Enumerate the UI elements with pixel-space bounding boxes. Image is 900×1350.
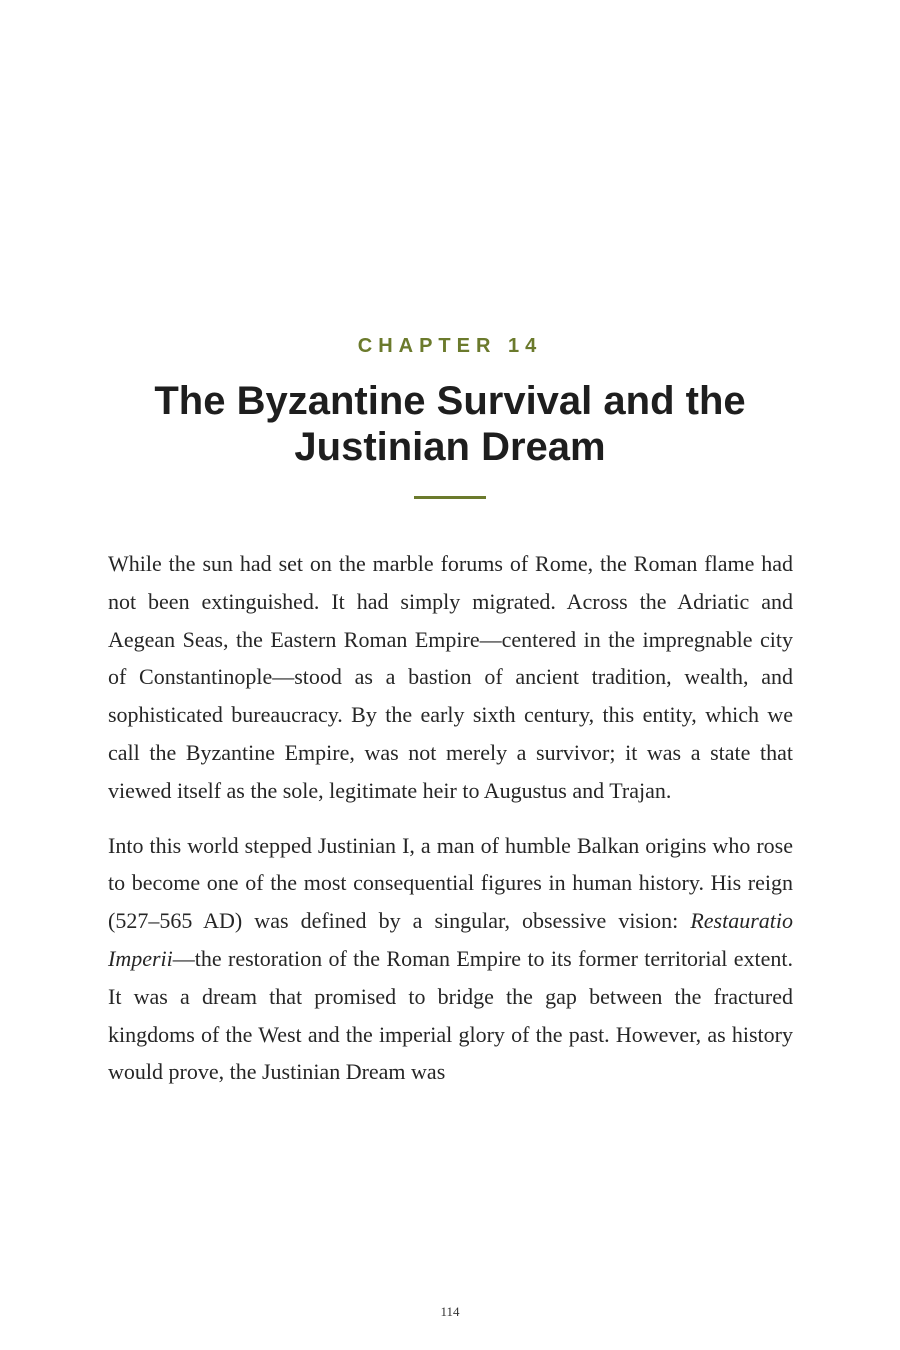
title-divider [414,496,486,499]
chapter-label: CHAPTER 14 [357,335,543,357]
paragraph-text: —the restoration of the Roman Empire to its former territorial extent. It was a dream that promised to bridge the gap between the fractured kingdoms of the West and the imperial glory of the past. However, as history would prove, the Justinian Dream was [108,945,793,1085]
chapter-title: The Byzantine Survival and the Justinian Dream [154,379,746,469]
chapter-body [108,545,793,1108]
italic-phrase: Restauratio Imperii [108,908,793,971]
paragraph: While the sun had set on the marble forums of Rome, the Roman flame had not been extinguished. It had simply migrated. Across the Adriatic and Aegean Seas, the Eastern Roman Empire—centered in the impregnable city of Constantinople—stood as a bastion of ancient tradition, wealth, and sophisticated bureaucracy. By the early sixth century, this entity, which we call the Byzantine Empire, was not merely a survivor; it was a state that viewed itself as the sole, legitimate heir to Augustus and Trajan. [108,551,793,803]
paragraph-text: Into this world stepped Justinian I, a man of humble Balkan origins who rose to become one of the most consequential figures in human history. His reign (527–565 AD) was defined by a singular, obsessive vision: [108,832,793,934]
page-number: 114 [440,1304,460,1319]
paragraph [108,827,793,1092]
